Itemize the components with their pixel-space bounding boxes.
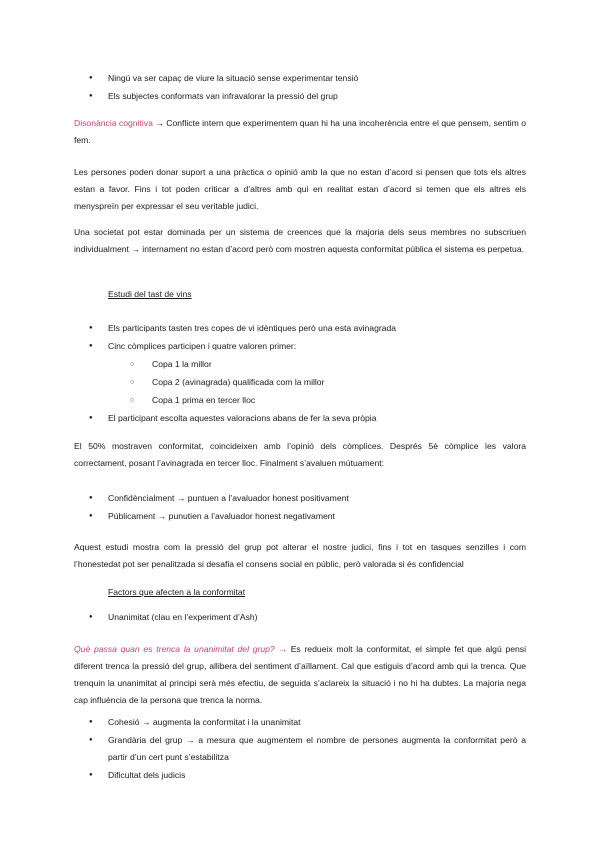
results-paragraph: El 50% mostraven conformitat, coincideixen amb l’opinió dels còmplices. Després 5è còmplice les valora correctament, posant l’avinagrada en tercer lloc. Finalment s’avaluen mútuament: xyxy=(74,441,526,468)
list-item: ● Els participants tasten tres copes de vi idèntiques però una esta avinagrada xyxy=(74,320,526,338)
section-heading: Factors que afecten a la conformitat xyxy=(108,587,246,597)
sub-list-item: ○ Copa 2 (avinagrada) qualificada com la millor xyxy=(74,374,526,392)
factors-heading xyxy=(108,584,560,601)
factors-detail-list xyxy=(74,714,526,785)
unanimity-question: Què passa quan es trenca la unanimitat del grup? xyxy=(74,644,275,654)
list-item: ● Dificultat dels judicis xyxy=(74,767,526,785)
unanimity-text: Es redueix molt la conformitat, el simple fet que algú pensi diferent trenca la pressió del grup, allibera del sentiment d’aïllament. Cal que estiguis d’acord amb qui la trenca. Que trenquin la unanimitat al principi serà més efectiu, de seguida s’aclareix la situació i no hi ha dubtes. La majoria nega cap influència de la persona que trenca la norma. xyxy=(74,644,526,705)
list-item: ● El participant escolta aquestes valoracions abans de fer la seva pròpia xyxy=(74,410,526,428)
support-paragraph: Les persones poden donar suport a una pràctica o opinió amb la que no estan d’acord si pensen que tots els altres estan a favor. Fins i tot poden criticar a d’altres amb qui en realitat estan d’acord si temen que els altres els menysprеïn per expressar el seu veritable judici. xyxy=(74,167,526,211)
study-conclusion-paragraph: Aquest estudi mostra com la pressió del grup pot alterar el nostre judici, fins i tot en tasques senzilles i com l’honestedat pot ser penalitzada si desafia el consens social en públic, però valorada si és confidencial xyxy=(74,542,526,569)
list-item: ● Confidèncialment → puntuen a l’avaluador honest positivament xyxy=(74,490,526,508)
dissonance-term: Disonància cognitiva xyxy=(74,118,153,128)
list-item: ● Unanimitat (clau en l’experiment d’Ash) xyxy=(74,609,526,627)
list-item: ● Públicament → punutien a l’avaluador honest negativament xyxy=(74,508,526,526)
arrow-glyph: → xyxy=(274,644,287,654)
list-item: ● Cohesió → augmenta la conformitat i la unanimitat xyxy=(74,714,526,732)
wine-study-heading xyxy=(108,286,560,303)
dissonance-definition xyxy=(74,115,526,149)
sub-list-item: ○ Copa 1 la millor xyxy=(74,356,526,374)
dissonance-text: Conflicte intern que experimentem quan hi ha una incoherència entre el que pensem, sentim o fem. xyxy=(74,118,526,145)
list-item: ● Cinc còmplices participen i quatre valoren primer: xyxy=(74,338,526,356)
unanimity-paragraph xyxy=(74,641,526,709)
society-paragraph: Una societat pot estar dominada per un sistema de creences que la majoria dels seus membres no subscriuen individualment → internament no estan d’acord però com mostren aquesta conformitat pública el sistema es perpetua. xyxy=(74,227,526,254)
evaluation-list xyxy=(74,490,526,526)
list-item: ● Ningú va ser capaç de viure la situació sense experimentar tensió xyxy=(74,70,526,88)
arrow-glyph: → xyxy=(155,118,164,128)
factors-list xyxy=(74,609,526,627)
section-heading: Estudi del tast de vins xyxy=(108,289,192,299)
sub-list-item: ○ Copa 1 prima en tercer lloc xyxy=(74,392,526,410)
wine-study-list xyxy=(74,320,526,428)
list-item: ● Grandària del grup → a mesura que augmentem el nombre de persones augmenta la conformitat però a partir d’un cert punt s’estabilitza xyxy=(74,732,526,766)
top-bullet-list xyxy=(74,70,526,106)
list-item: ● Els subjectes conformats van infravalorar la pressió del grup xyxy=(74,88,526,106)
